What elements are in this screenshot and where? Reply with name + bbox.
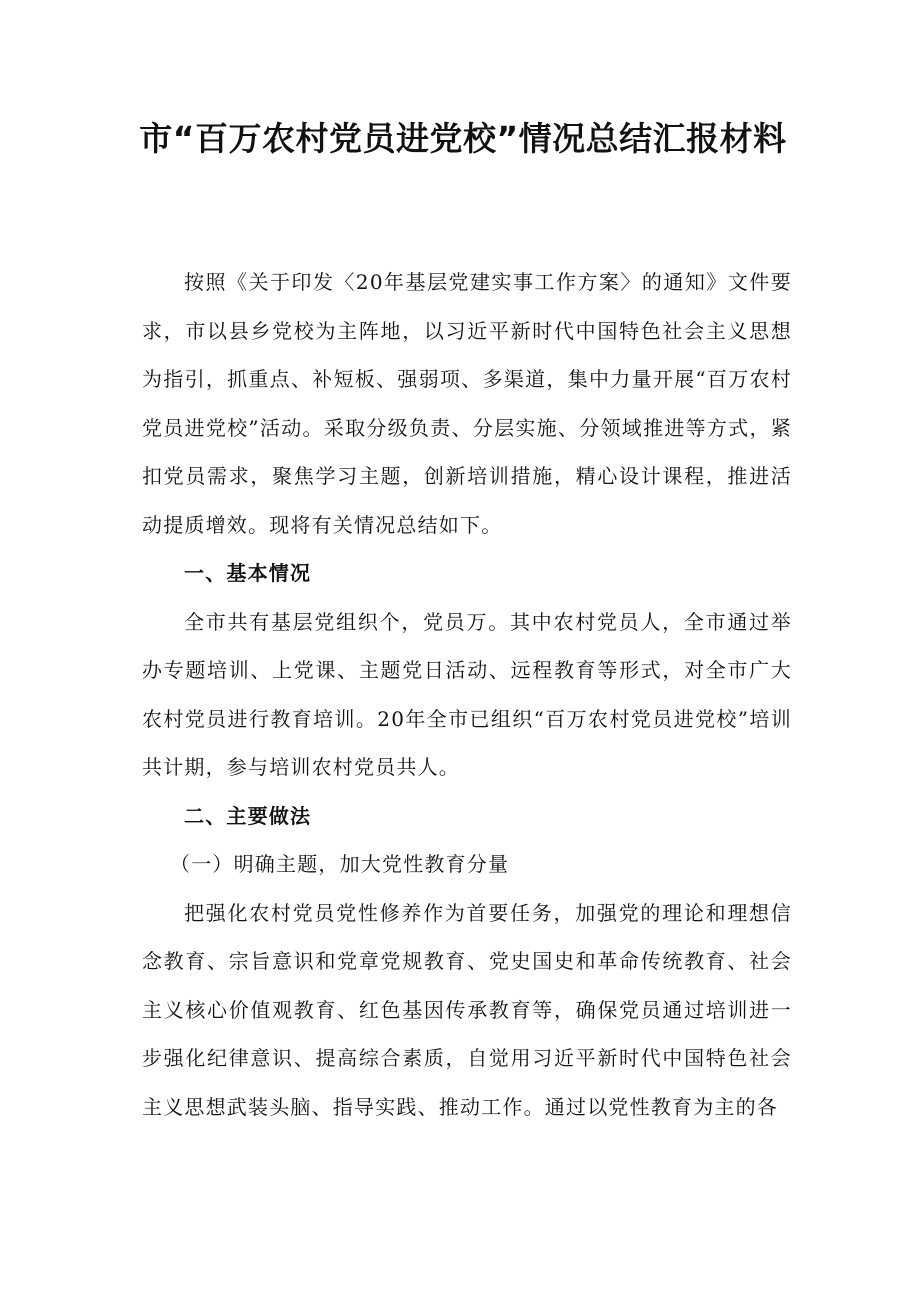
- basic-situation-paragraph: 全市共有基层党组织个，党员万。其中农村党员人，全市通过举办专题培训、上党课、主题党日活动、远程教育等形式，对全市广大农村党员进行教育培训。20年全市已组织“百万农村党员进党校”培训共计期，参与培训农村党员共人。: [142, 609, 792, 779]
- section-heading-basic-situation: 一、基本情况: [184, 561, 312, 585]
- intro-paragraph: 按照《关于印发〈20年基层党建实事工作方案〉的通知》文件要求，市以县乡党校为主阵地，以习近平新时代中国特色社会主义思想为指引，抓重点、补短板、强弱项、多渠道，集中力量开展“百万农村党员进党校”活动。采取分级负责、分层实施、分领域推进等方式，紧扣党员需求，聚焦学习主题，创新培训措施，精心设计课程，推进活动提质增效。现将有关情况总结如下。: [142, 270, 792, 537]
- section-heading-main-practices: 二、主要做法: [184, 803, 312, 828]
- subsection-heading-1: （一）明确主题，加大党性教育分量: [170, 852, 510, 876]
- document-title: 市“百万农村党员进党校”情况总结汇报材料: [139, 119, 787, 158]
- subsection-1-paragraph: 把强化农村党员党性修养作为首要任务，加强党的理论和理想信念教育、宗旨意识和党章党规教育、党史国史和革命传统教育、社会主义核心价值观教育、红色基因传承教育等，确保党员通过培训进一步强化纪律意识、提高综合素质，自觉用习近平新时代中国特色社会主义思想武装头脑、指导实践、推动工作。通过以党性教育为主的各: [142, 900, 792, 1119]
- document-body: [142, 258, 792, 1131]
